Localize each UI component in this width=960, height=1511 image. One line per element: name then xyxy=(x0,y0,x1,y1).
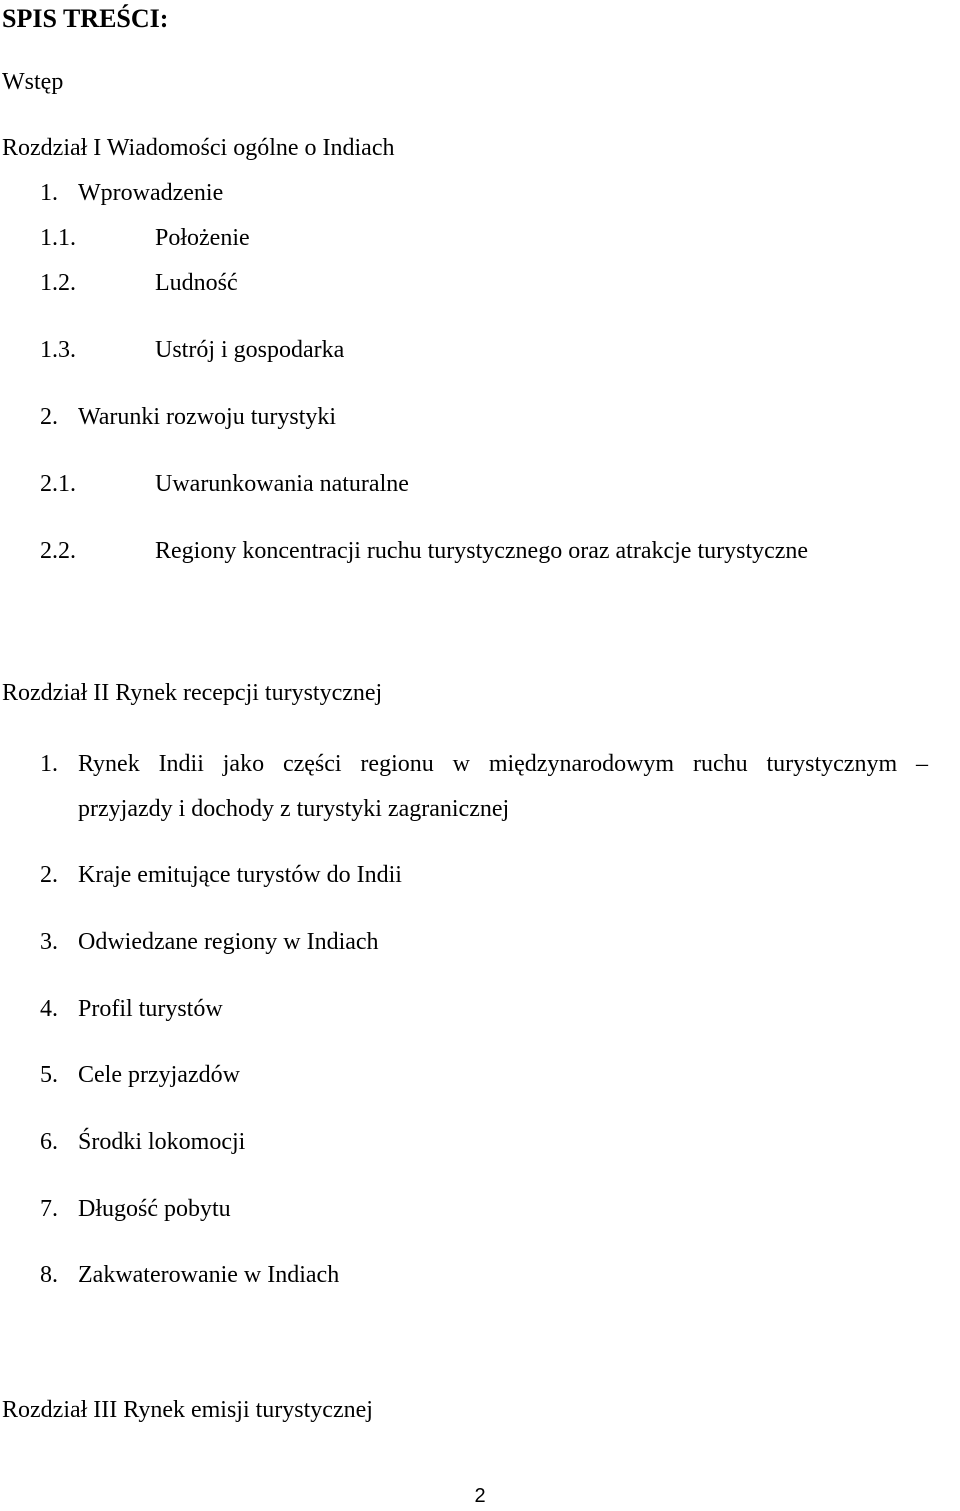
toc-entry xyxy=(40,402,336,432)
toc-entry xyxy=(40,749,928,779)
chapter-3-heading: Rozdział III Rynek emisji turystycznej xyxy=(2,1397,373,1423)
toc-entry-text-continuation: przyjazdy i dochody z turystyki zagranicznej xyxy=(78,796,510,822)
toc-entry-text: Uwarunkowania naturalne xyxy=(155,471,409,497)
toc-entry-text: Regiony koncentracji ruchu turystycznego oraz atrakcje turystyczne xyxy=(155,538,809,564)
toc-entry-text: Cele przyjazdów xyxy=(78,1062,240,1088)
toc-entry xyxy=(40,469,409,499)
toc-entry-number: 1.1. xyxy=(40,225,76,251)
toc-entry-number: 2.2. xyxy=(40,538,76,564)
toc-entry xyxy=(40,994,223,1024)
toc-entry-number: 1. xyxy=(40,180,58,206)
toc-entry-text: Kraje emitujące turystów do Indii xyxy=(78,862,402,888)
toc-entry xyxy=(40,1060,240,1090)
toc-entry-text: Położenie xyxy=(155,225,250,251)
toc-entry xyxy=(40,178,223,208)
toc-entry-number: 2.1. xyxy=(40,471,76,497)
toc-entry-number: 1.2. xyxy=(40,270,76,296)
toc-title: SPIS TREŚCI: xyxy=(2,4,169,33)
toc-entry xyxy=(40,268,238,298)
page-number: 2 xyxy=(474,1485,486,1507)
toc-entry-text: Odwiedzane regiony w Indiach xyxy=(78,929,379,955)
toc-intro: Wstęp xyxy=(2,69,64,95)
toc-entry-number: 7. xyxy=(40,1196,58,1222)
toc-entry xyxy=(40,860,402,890)
toc-entry xyxy=(40,223,250,253)
toc-entry-text: Długość pobytu xyxy=(78,1196,231,1222)
toc-entry xyxy=(40,927,379,957)
toc-entry-text: Ustrój i gospodarka xyxy=(155,337,345,363)
toc-entry-number: 3. xyxy=(40,929,58,955)
toc-entry xyxy=(40,1194,231,1224)
toc-entry-number: 1.3. xyxy=(40,337,76,363)
toc-entry xyxy=(40,1260,339,1290)
chapter-1-heading: Rozdział I Wiadomości ogólne o Indiach xyxy=(2,135,395,161)
toc-entry-number: 5. xyxy=(40,1062,58,1088)
toc-entry-text: Zakwaterowanie w Indiach xyxy=(78,1262,340,1288)
toc-entry xyxy=(40,1127,245,1157)
chapter-2-heading: Rozdział II Rynek recepcji turystycznej xyxy=(2,680,383,706)
toc-entry-number: 4. xyxy=(40,996,58,1022)
toc-entry-text: Rynek Indii jako części regionu w międzynarodowym ruchu turystycznym – xyxy=(78,751,928,777)
toc-entry-number: 6. xyxy=(40,1129,58,1155)
toc-entry-text: Warunki rozwoju turystyki xyxy=(78,404,337,430)
toc-entry-number: 1. xyxy=(40,751,58,777)
toc-entry-number: 8. xyxy=(40,1262,58,1288)
toc-entry-number: 2. xyxy=(40,404,58,430)
toc-entry xyxy=(40,536,808,566)
toc-entry-text: Środki lokomocji xyxy=(78,1129,246,1155)
toc-entry-text: Profil turystów xyxy=(78,996,223,1022)
toc-entry-number: 2. xyxy=(40,862,58,888)
toc-entry-text: Ludność xyxy=(155,270,238,296)
toc-entry xyxy=(40,335,344,365)
toc-entry-text: Wprowadzenie xyxy=(78,180,224,206)
